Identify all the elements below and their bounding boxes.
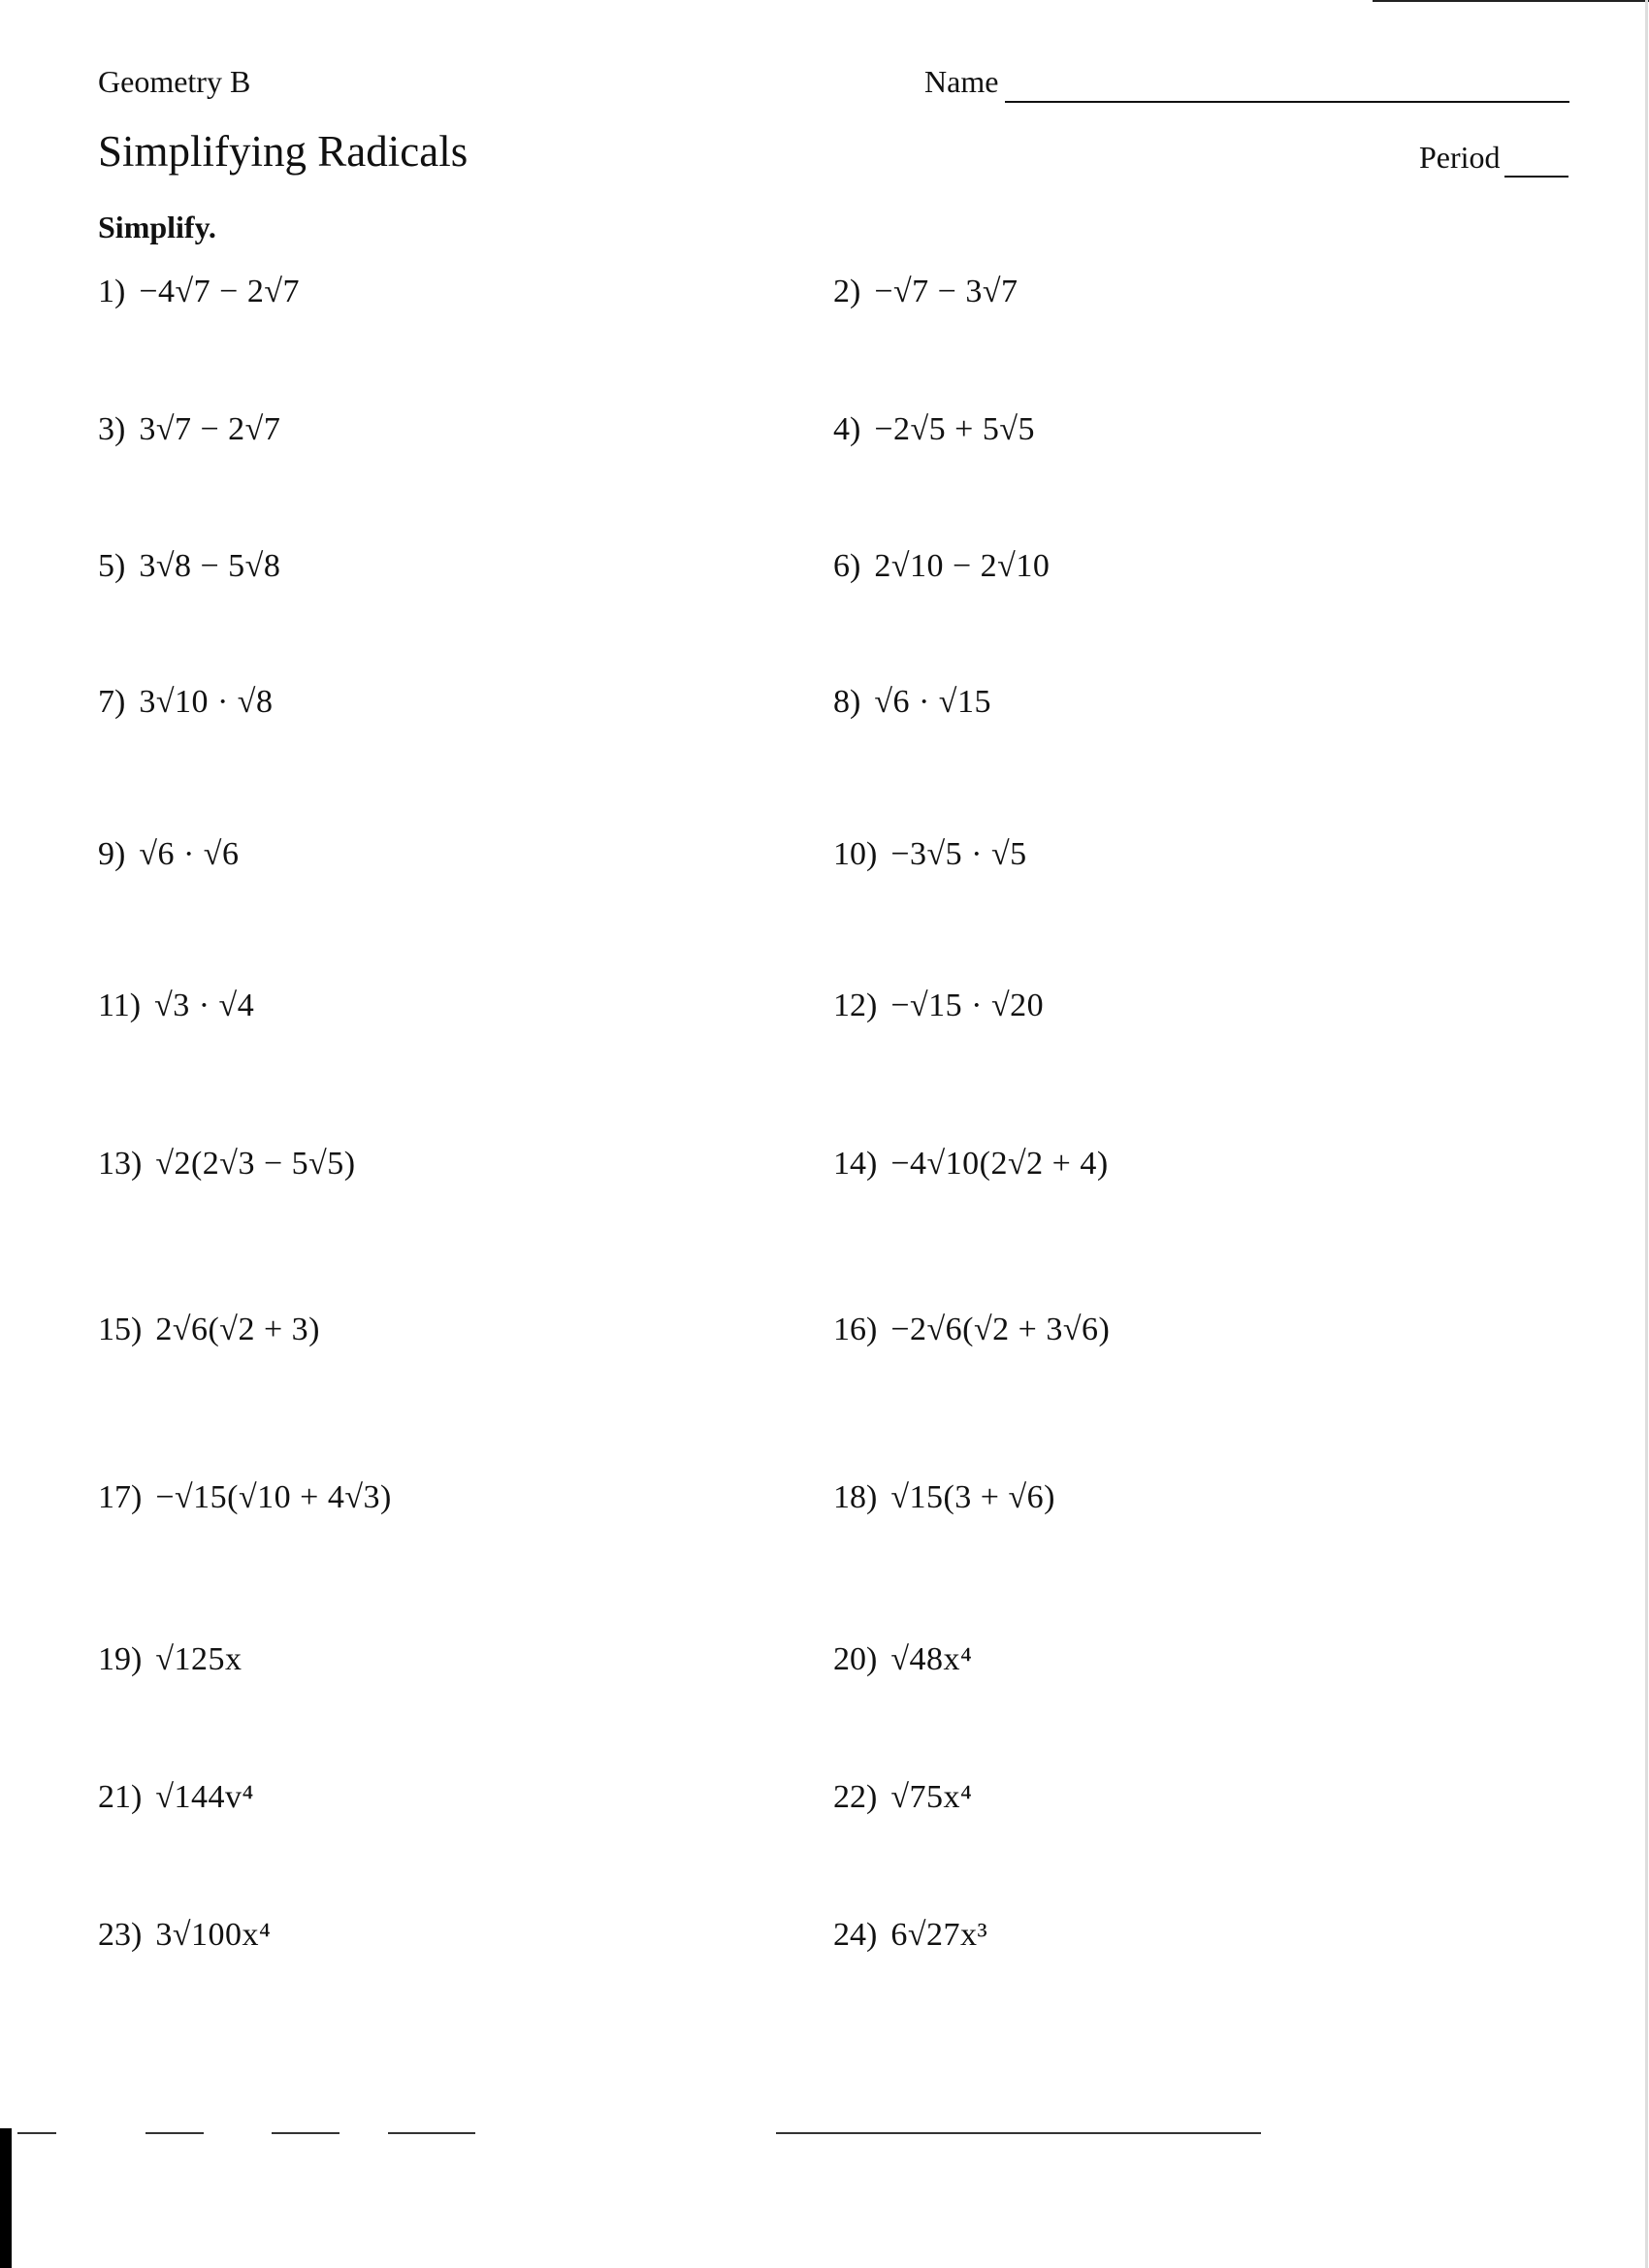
scan-dash xyxy=(272,2132,340,2134)
problem-expression: √75x⁴ xyxy=(890,1779,973,1815)
problem-number: 22) xyxy=(833,1779,878,1815)
problem-number: 21) xyxy=(98,1779,143,1815)
problem-10 xyxy=(833,836,1027,873)
problem-number: 23) xyxy=(98,1917,143,1953)
problem-18 xyxy=(833,1479,1055,1516)
period-label: Period xyxy=(1419,140,1501,175)
problem-number: 15) xyxy=(98,1312,143,1347)
problem-number: 1) xyxy=(98,274,126,309)
problem-number: 14) xyxy=(833,1146,878,1182)
problem-expression: √144v⁴ xyxy=(155,1779,254,1815)
problem-number: 7) xyxy=(98,684,126,720)
problem-number: 2) xyxy=(833,274,861,309)
problem-expression: −√15(√10 + 4√3) xyxy=(155,1479,392,1515)
problem-14 xyxy=(833,1146,1109,1183)
course-name: Geometry B xyxy=(98,64,251,99)
scan-left-bar xyxy=(0,2128,12,2268)
problem-number: 24) xyxy=(833,1917,878,1953)
problem-15 xyxy=(98,1312,320,1348)
problem-13 xyxy=(98,1146,356,1183)
problem-21 xyxy=(98,1779,254,1816)
scan-right-edge xyxy=(1645,0,1648,2268)
problem-17 xyxy=(98,1479,392,1516)
scan-dash xyxy=(146,2132,204,2134)
scan-edge-line xyxy=(1373,0,1649,2)
problem-5 xyxy=(98,548,280,585)
problem-24 xyxy=(833,1917,987,1954)
problem-1 xyxy=(98,274,300,310)
problem-2 xyxy=(833,274,1018,310)
problem-expression: −4√7 − 2√7 xyxy=(139,274,300,309)
problem-expression: 3√100x⁴ xyxy=(155,1917,272,1953)
problem-expression: −2√5 + 5√5 xyxy=(874,411,1035,447)
problem-number: 8) xyxy=(833,684,861,720)
scan-dash xyxy=(776,2132,1261,2134)
problem-expression: −3√5 · √5 xyxy=(890,836,1027,872)
problem-expression: 2√10 − 2√10 xyxy=(874,548,1051,584)
problem-12 xyxy=(833,988,1044,1024)
problem-expression: 6√27x³ xyxy=(890,1917,988,1953)
problem-number: 13) xyxy=(98,1146,143,1182)
problem-16 xyxy=(833,1312,1110,1348)
problem-6 xyxy=(833,548,1050,585)
problem-9 xyxy=(98,836,239,873)
instructions: Simplify. xyxy=(98,210,216,244)
problem-expression: −√7 − 3√7 xyxy=(874,274,1018,309)
scan-dash xyxy=(17,2132,56,2134)
problem-7 xyxy=(98,684,273,721)
problem-number: 20) xyxy=(833,1641,878,1677)
problem-number: 5) xyxy=(98,548,126,584)
problem-number: 10) xyxy=(833,836,878,872)
problem-expression: √3 · √4 xyxy=(154,988,255,1023)
period-field-line[interactable] xyxy=(1504,176,1568,178)
problem-expression: 3√10 · √8 xyxy=(139,684,274,720)
problem-number: 12) xyxy=(833,988,878,1023)
problem-expression: √6 · √6 xyxy=(139,836,240,872)
problem-expression: √2(2√3 − 5√5) xyxy=(155,1146,356,1182)
problem-expression: −4√10(2√2 + 4) xyxy=(890,1146,1109,1182)
problem-8 xyxy=(833,684,991,721)
problem-11 xyxy=(98,988,254,1024)
problem-3 xyxy=(98,411,280,448)
problem-expression: 3√7 − 2√7 xyxy=(139,411,281,447)
problem-4 xyxy=(833,411,1035,448)
problem-number: 18) xyxy=(833,1479,878,1515)
worksheet-title: Simplifying Radicals xyxy=(98,127,469,176)
problem-19 xyxy=(98,1641,242,1678)
problem-23 xyxy=(98,1917,271,1954)
problem-expression: √48x⁴ xyxy=(890,1641,973,1677)
problem-number: 9) xyxy=(98,836,126,872)
problem-20 xyxy=(833,1641,972,1678)
problem-number: 17) xyxy=(98,1479,143,1515)
problem-expression: √15(3 + √6) xyxy=(890,1479,1055,1515)
problem-expression: −√15 · √20 xyxy=(890,988,1045,1023)
name-field-line[interactable] xyxy=(1005,101,1569,103)
problem-expression: 3√8 − 5√8 xyxy=(139,548,281,584)
problem-expression: √6 · √15 xyxy=(874,684,991,720)
problem-number: 11) xyxy=(98,988,142,1023)
name-label: Name xyxy=(924,64,999,99)
problem-number: 16) xyxy=(833,1312,878,1347)
problem-22 xyxy=(833,1779,972,1816)
problem-expression: 2√6(√2 + 3) xyxy=(155,1312,320,1347)
problem-number: 4) xyxy=(833,411,861,447)
problem-number: 19) xyxy=(98,1641,143,1677)
problem-number: 3) xyxy=(98,411,126,447)
problem-number: 6) xyxy=(833,548,861,584)
problem-expression: −2√6(√2 + 3√6) xyxy=(890,1312,1111,1347)
problem-expression: √125x xyxy=(155,1641,242,1677)
scan-dash xyxy=(388,2132,475,2134)
